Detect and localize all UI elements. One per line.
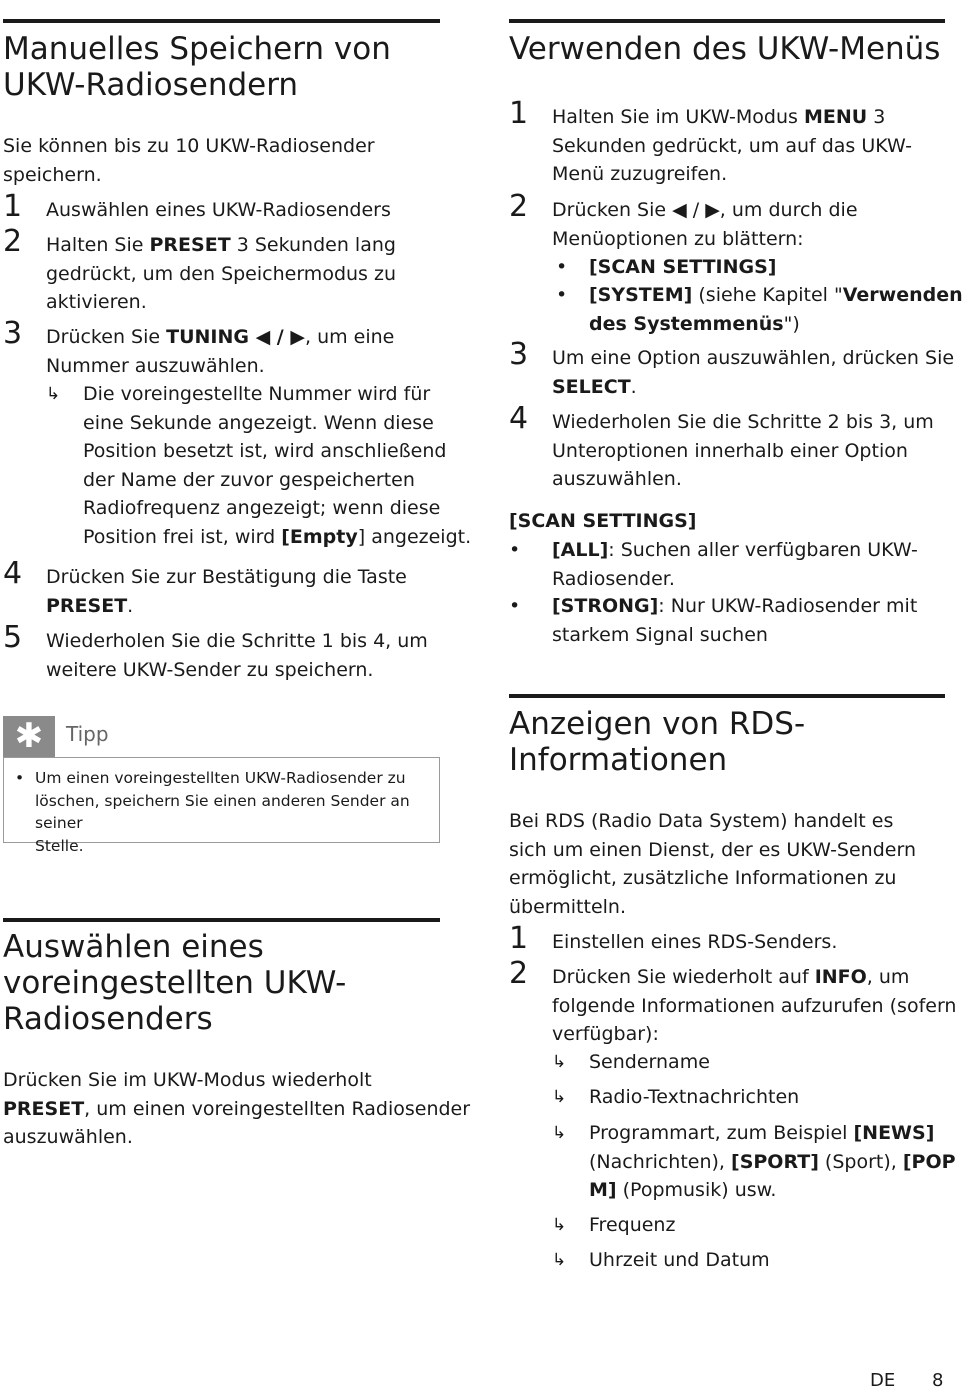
step-text: Wiederholen Sie die Schritte 2 bis 3, um Unteroptionen innerhalb einer Option auszuwählen. xyxy=(552,411,934,490)
bullet-icon: • xyxy=(556,284,568,306)
step-number: 1 xyxy=(509,96,529,131)
step-text: Drücken Sie ◀ / ▶, um durch die Menüoptionen zu blättern: xyxy=(552,199,858,250)
result-arrow-icon: ↳ xyxy=(552,1215,567,1235)
tip-text: Um einen voreingestellten UKW-Radiosender zu löschen, speichern Sie einen anderen Sender an seiner Stelle. xyxy=(35,769,410,855)
result-arrow-icon: ↳ xyxy=(552,1052,567,1072)
tip-label: Tipp xyxy=(66,722,109,746)
section-rule xyxy=(509,694,945,698)
bullet-icon: • xyxy=(15,769,25,787)
step-number: 4 xyxy=(3,556,23,591)
rds-intro: Bei RDS (Radio Data System) handelt es sich um einen Dienst, der es UKW-Sendern ermöglicht, zusätzliche Informationen zu übermitteln. xyxy=(509,810,916,918)
step-text: Auswählen eines UKW-Radiosenders xyxy=(46,199,391,221)
step-number: 5 xyxy=(3,620,23,655)
text-line: speichern. xyxy=(3,163,102,186)
key-label: PRESET xyxy=(149,234,231,256)
section-rule xyxy=(3,918,440,922)
step-text: Einstellen eines RDS-Senders. xyxy=(552,931,838,953)
title-line: Manuelles Speichern von xyxy=(3,31,391,67)
step-number: 2 xyxy=(3,224,23,259)
step-number: 4 xyxy=(509,401,529,436)
key-label: PRESET xyxy=(3,1097,85,1120)
step-number: 1 xyxy=(509,921,529,956)
result-arrow-icon: ↳ xyxy=(46,384,61,404)
step-text: Drücken Sie zur Bestätigung die Taste PRESET. xyxy=(46,566,407,617)
intro-paragraph xyxy=(3,132,375,189)
step-text: Wiederholen Sie die Schritte 1 bis 4, um weitere UKW-Sender zu speichern. xyxy=(46,630,428,681)
paragraph: Drücken Sie im UKW-Modus wiederholt PRESET, um einen voreingestellten Radiosender auszuwählen. xyxy=(3,1069,471,1148)
language-code: DE xyxy=(870,1370,896,1391)
step-text: Drücken Sie wiederholt auf INFO, um folgende Informationen aufzurufen (sofern verfügbar): xyxy=(552,966,957,1045)
key-label: TUNING ◀ / ▶ xyxy=(166,326,305,348)
title-line: UKW-Radiosendern xyxy=(3,67,299,103)
step-number: 3 xyxy=(3,316,23,351)
key-label: PRESET xyxy=(46,594,128,617)
section-title-fm-menu: Verwenden des UKW-Menüs xyxy=(509,31,941,67)
step-number: 3 xyxy=(509,337,529,372)
page-number: 8 xyxy=(932,1370,944,1391)
section-title-manual-save xyxy=(3,31,391,103)
sub-heading: [SCAN SETTINGS] xyxy=(509,510,697,532)
tip-icon: ✱ xyxy=(3,716,55,757)
section-rule xyxy=(3,19,440,23)
result-arrow-icon: ↳ xyxy=(552,1087,567,1107)
section-title-rds: Anzeigen von RDS- Informationen xyxy=(509,706,806,778)
step-text: Um eine Option auszuwählen, drücken Sie SELECT. xyxy=(552,347,955,398)
step-number: 2 xyxy=(509,956,529,991)
step-text: Drücken Sie TUNING ◀ / ▶, um eine Nummer auszuwählen. xyxy=(46,326,395,377)
bullet-icon: • xyxy=(509,539,521,561)
section-title-select-preset: Auswählen eines voreingestellten UKW- Radiosenders xyxy=(3,929,347,1037)
text-line: Sie können bis zu 10 UKW-Radiosender xyxy=(3,135,375,157)
result-arrow-icon: ↳ xyxy=(552,1250,567,1270)
step-text: Halten Sie PRESET 3 Sekunden lang gedrückt, um den Speichermodus zu aktivieren. xyxy=(46,234,396,313)
step-number: 1 xyxy=(3,189,23,224)
step-number: 2 xyxy=(509,189,529,224)
result-arrow-icon: ↳ xyxy=(552,1123,567,1143)
step-text: Halten Sie im UKW-Modus MENU 3 Sekunden gedrückt, um auf das UKW- Menü zuzugreifen. xyxy=(552,106,912,185)
bullet-icon: • xyxy=(556,256,568,278)
bullet-icon: • xyxy=(509,595,521,617)
section-rule xyxy=(509,19,945,23)
